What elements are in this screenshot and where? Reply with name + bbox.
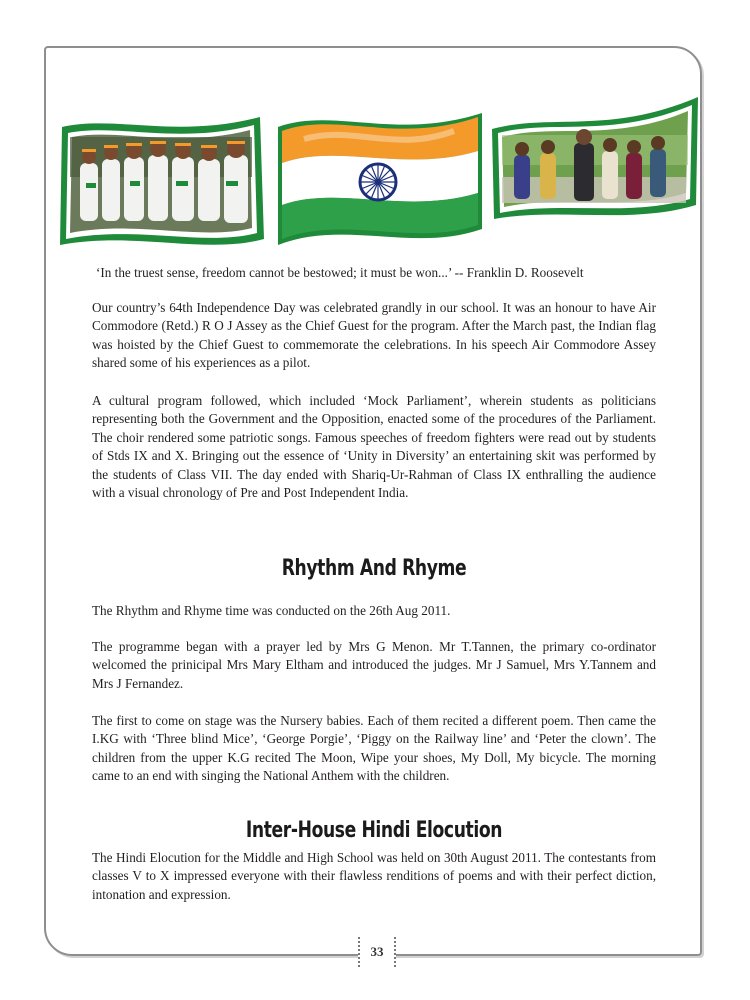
- independence-day-paragraph-2: A cultural program followed, which included ‘Mock Parliament’, wherein students as politicians representing both the Government and the Opposition, enacted some of the procedures of the Parliament. The choir rendered some patriotic songs. Famous speeches of freedom fighters were read out by students of Stds IX and X. Bringing out the essence of ‘Unity in Diversity’ an entertaining skit was performed by the students of Class VII. The day ended with Shariq-Ur-Rahman of Class IX enthralling the audience with a visual chronology of Pre and Post Independent India.: [92, 393, 656, 501]
- chief-guest-photo: [490, 95, 702, 245]
- ashoka-chakra-icon: [360, 164, 396, 200]
- hindi-elocution-paragraph: The Hindi Elocution for the Middle and High School was held on 30th August 2011. The contestants from classes V to X impressed everyone with their flawless renditions of poems and with their perfect diction, intonation and expression.: [92, 850, 656, 902]
- indian-flag-image: [274, 105, 486, 255]
- opening-quote: [96, 264, 676, 282]
- students-photo: [56, 113, 270, 251]
- rhythm-paragraph-2: The programme began with a prayer led by Mrs G Menon. Mr T.Tannen, the primary co-ordinator welcomed the prinicipal Mrs Mary Eltham and introduced the judges. Mr J Samuel, Mrs Y.Tannem and Mrs J Fernandez.: [92, 639, 656, 691]
- rhythm-paragraph-3: The first to come on stage was the Nursery babies. Each of them recited a different poem. Then came the I.KG with ‘Three blind Mice’, ‘George Porgie’, ‘Piggy on the Railway line’ and ‘Peter the clown’. The children from the upper K.G recited The Moon, Wipe your shoes, My Doll, My bicycle. The morning came to an end with singing the National Anthem with the children.: [92, 713, 656, 784]
- rhythm-and-rhyme-heading: Rhythm And Rhyme: [281, 556, 467, 581]
- page-number: 33: [358, 937, 396, 967]
- photo-banner: [48, 95, 708, 255]
- independence-day-paragraph-1: Our country’s 64th Independence Day was celebrated grandly in our school. It was an honour to have Air Commodore (Retd.) R O J Assey as the Chief Guest for the program. After the March past, the Indian flag was hoisted by the Chief Guest to commemorate the celebrations. In his speech Air Commodore Assey shared some of his experiences as a pilot.: [92, 300, 656, 371]
- quote-attribution: -- Franklin D. Roosevelt: [454, 265, 584, 280]
- rhythm-paragraph-1: The Rhythm and Rhyme time was conducted on the 26th Aug 2011.: [92, 603, 451, 618]
- hindi-elocution-heading: Inter-House Hindi Elocution: [245, 818, 503, 843]
- quote-text: ‘In the truest sense, freedom cannot be bestowed; it must be won...’: [96, 265, 452, 280]
